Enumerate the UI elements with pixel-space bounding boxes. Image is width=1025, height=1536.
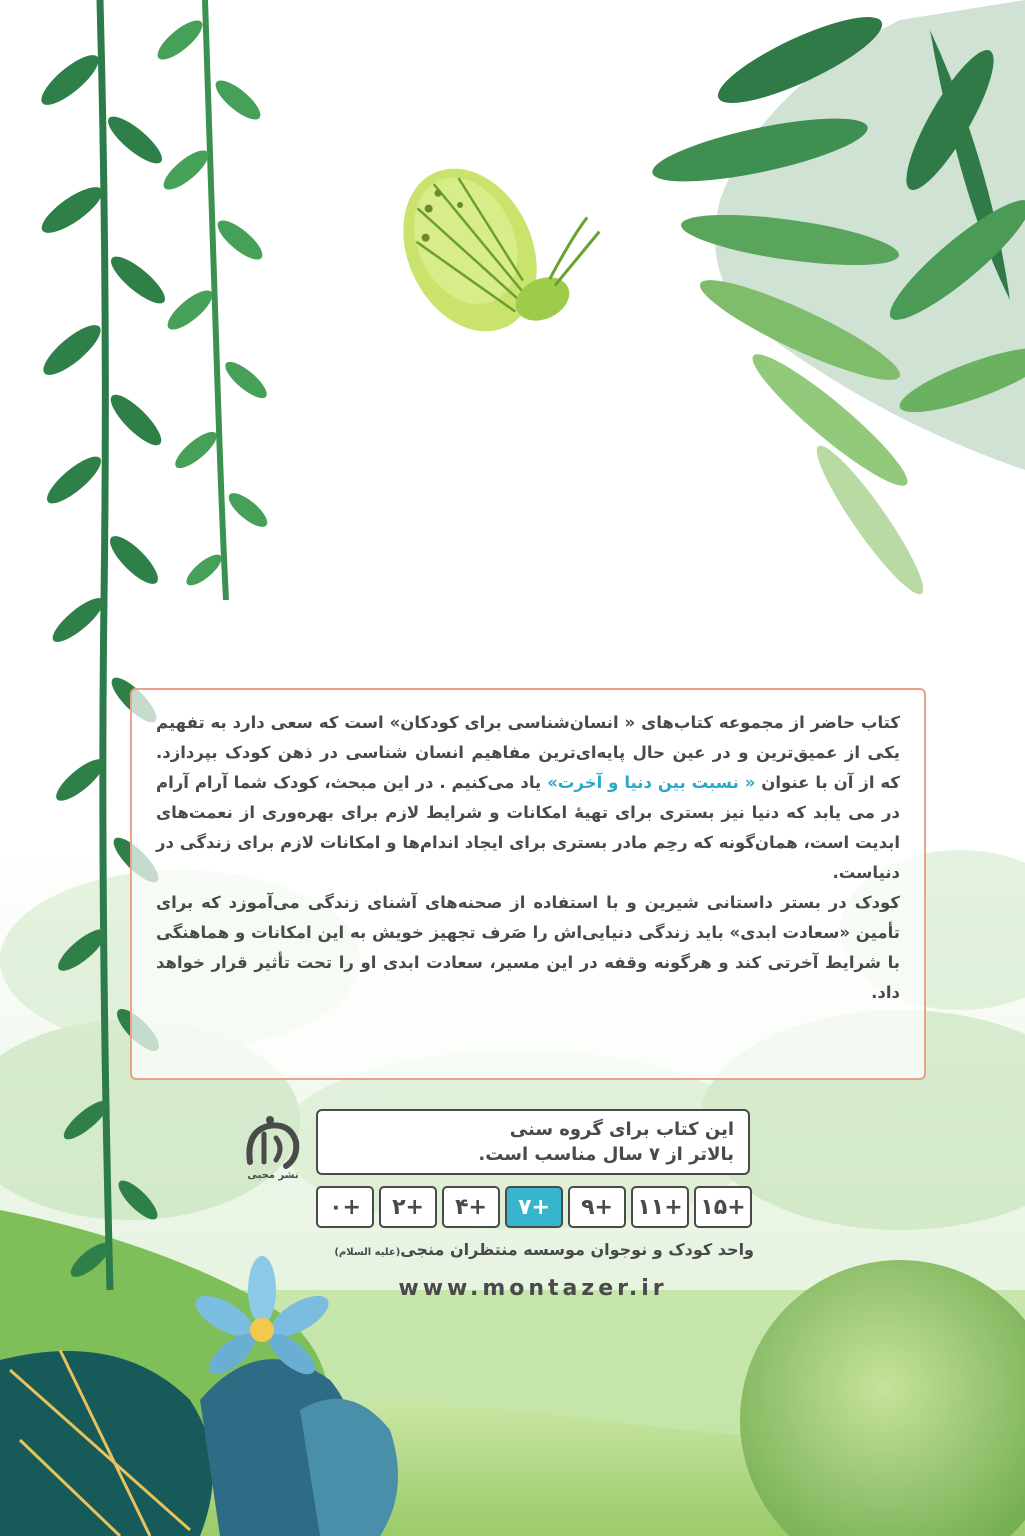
publisher-name: واحد کودک و نوجوان موسسه منتظران منجی	[400, 1240, 754, 1259]
age-badge-4: +۴	[442, 1186, 500, 1228]
publisher-honorific: (علیه السلام)	[334, 1247, 401, 1258]
publisher-logo-caption: نشر محبی	[247, 1170, 299, 1181]
description-part-2: یاد می‌کنیم . در این مبحث، کودک شما آرام آرام در می یابد که دنیا نیز بستری برای تهیهٔ امکانات و شرایط لازم برای بهره‌وری از نعمت‌های ابدیت است، همان‌گونه که رحِم مادر بستری برای ایجاد اندام‌ها و امکانات لازم برای زندگی در دنیاست.	[156, 773, 900, 882]
age-badge-11: +۱۱	[631, 1186, 689, 1228]
book-title-highlight: « نسبت بین دنیا و آخرت»	[547, 773, 756, 792]
age-badge-9: +۹	[568, 1186, 626, 1228]
age-badge-7: +۷	[505, 1186, 563, 1228]
publisher-line	[314, 1240, 754, 1259]
age-badge-15: +۱۵	[694, 1186, 752, 1228]
age-notice-line-1: این کتاب برای گروه سنی	[509, 1119, 734, 1140]
description-paragraph-1	[156, 708, 900, 888]
age-notice	[316, 1109, 750, 1175]
age-badges	[316, 1186, 752, 1230]
description-part-1: کتاب حاضر از مجموعه کتاب‌های « انسان‌شناسی برای کودکان» است که سعی دارد به تفهیم یکی از عمیق‌ترین و در عین حال پایه‌ای‌ترین مفاهیم انسان شناسی در ذهن کودک بپردازد. که از آن با عنوان	[156, 713, 901, 792]
description-box	[130, 688, 926, 1080]
age-badge-0: +۰	[316, 1186, 374, 1228]
description-text	[156, 708, 900, 1008]
age-notice-line-2: بالاتر از ۷ سال مناسب است.	[478, 1144, 734, 1165]
age-badge-2: +۲	[379, 1186, 437, 1228]
website-link[interactable]: www.montazer.ir	[398, 1276, 668, 1301]
description-paragraph-2: کودک در بستر داستانی شیرین و با استفاده از صحنه‌های آشنای زندگی می‌آموزد که برای تأمین «سعادت ابدی» باید زندگی دنیایی‌اش را صَرف تجهیز خویش به این امکانات و هماهنگی با شرایط آخرتی کند و هرگونه وقفه در این مسیر، سعادت ابدی او را تحت تأثیر قرار خواهد داد.	[156, 893, 900, 1002]
